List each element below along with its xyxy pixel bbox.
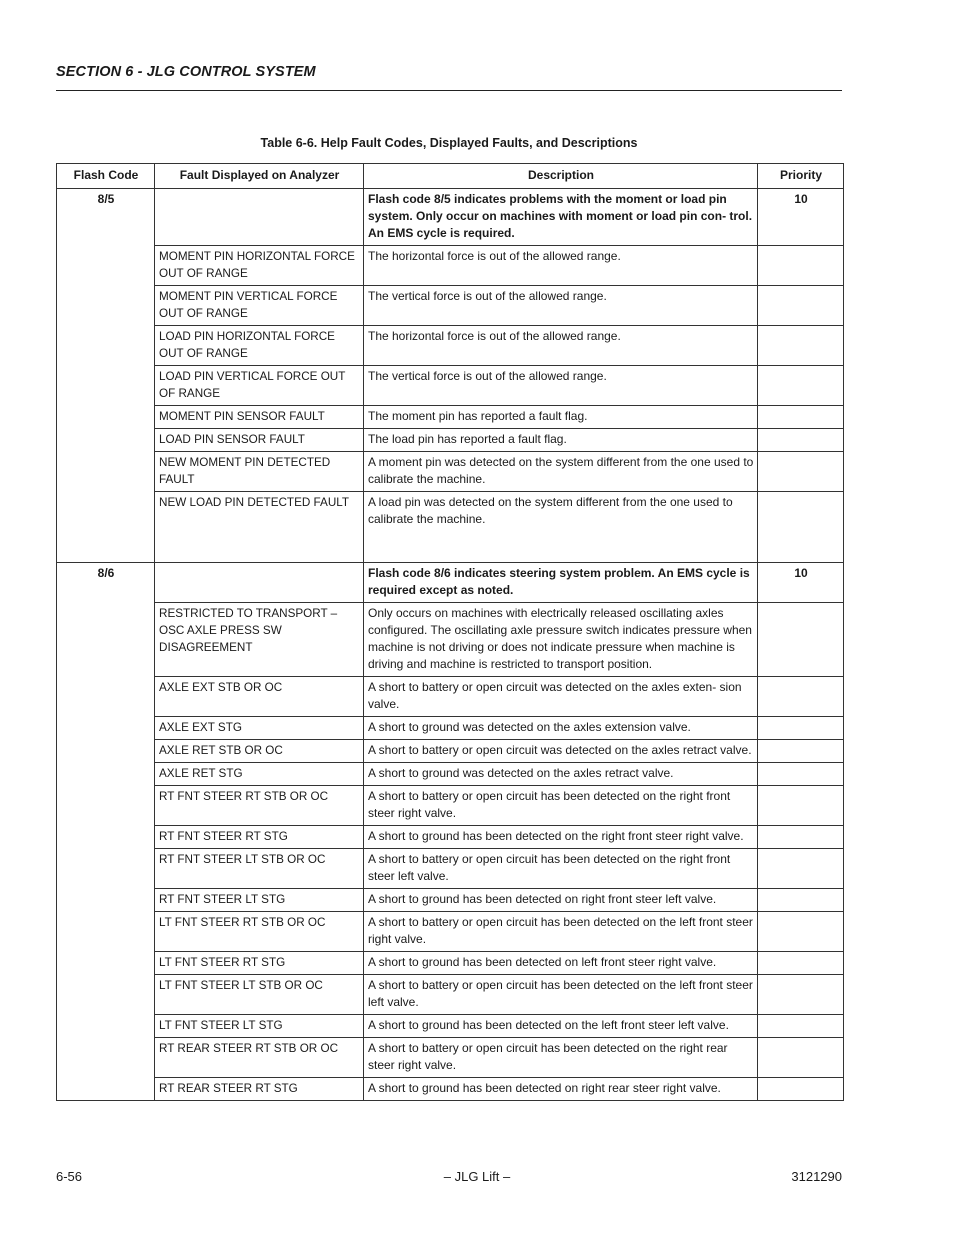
- table-row: [57, 763, 844, 786]
- fault-cell: RT FNT STEER LT STB OR OC: [155, 849, 364, 889]
- description-cell: A moment pin was detected on the system different from the one used to calibrate the machine.: [364, 452, 758, 492]
- table-row: [57, 717, 844, 740]
- description-cell: A short to ground has been detected on the left front steer left valve.: [364, 1015, 758, 1038]
- description-cell: The load pin has reported a fault flag.: [364, 429, 758, 452]
- description-cell: A short to ground was detected on the axles extension valve.: [364, 717, 758, 740]
- table-row: [57, 1038, 844, 1078]
- priority-cell: [758, 366, 844, 406]
- table-row: [57, 603, 844, 677]
- description-cell: A short to ground has been detected on right rear steer right valve.: [364, 1078, 758, 1101]
- table-row: [57, 740, 844, 763]
- table-row: [57, 563, 844, 603]
- table-row: [57, 826, 844, 849]
- description-cell: A short to ground has been detected on left front steer right valve.: [364, 952, 758, 975]
- table-row: [57, 786, 844, 826]
- description-cell: A short to ground was detected on the axles retract valve.: [364, 763, 758, 786]
- priority-cell: [758, 1038, 844, 1078]
- priority-cell: [758, 1015, 844, 1038]
- flash-code-cell: 8/6: [57, 563, 155, 1101]
- priority-cell: [758, 246, 844, 286]
- fault-cell: RT REAR STEER RT STB OR OC: [155, 1038, 364, 1078]
- table-row: [57, 952, 844, 975]
- description-cell: Only occurs on machines with electrically released oscillating axles configured. The oscillating axle pressure switch indicates pressure when machine is not driving or does not indicate pressure when machine is driving and machine is restricted to transport position.: [364, 603, 758, 677]
- priority-cell: [758, 492, 844, 563]
- description-cell: A load pin was detected on the system different from the one used to calibrate the machine.: [364, 492, 758, 563]
- section-title: SECTION 6 - JLG CONTROL SYSTEM: [56, 64, 316, 80]
- fault-cell: AXLE EXT STB OR OC: [155, 677, 364, 717]
- fault-cell: AXLE RET STB OR OC: [155, 740, 364, 763]
- priority-cell: [758, 763, 844, 786]
- fault-cell: [155, 563, 364, 603]
- fault-cell: RT FNT STEER LT STG: [155, 889, 364, 912]
- description-cell: The vertical force is out of the allowed range.: [364, 286, 758, 326]
- table-row: [57, 912, 844, 952]
- priority-cell: [758, 952, 844, 975]
- table-row: [57, 286, 844, 326]
- fault-cell: [155, 189, 364, 246]
- table-header-row: [57, 164, 844, 189]
- priority-cell: [758, 286, 844, 326]
- document-number: 3121290: [791, 1169, 842, 1184]
- priority-cell: [758, 975, 844, 1015]
- fault-cell: RT REAR STEER RT STG: [155, 1078, 364, 1101]
- flash-code-summary: Flash code 8/6 indicates steering system problem. An EMS cycle is required except as noted.: [364, 563, 758, 603]
- description-cell: A short to battery or open circuit was detected on the axles exten- sion valve.: [364, 677, 758, 717]
- fault-cell: NEW LOAD PIN DETECTED FAULT: [155, 492, 364, 563]
- table-row: [57, 889, 844, 912]
- fault-cell: LOAD PIN SENSOR FAULT: [155, 429, 364, 452]
- priority-cell: [758, 717, 844, 740]
- table-row: [57, 406, 844, 429]
- fault-cell: AXLE RET STG: [155, 763, 364, 786]
- description-cell: A short to battery or open circuit was detected on the axles retract valve.: [364, 740, 758, 763]
- table-row: [57, 366, 844, 406]
- description-cell: The moment pin has reported a fault flag.: [364, 406, 758, 429]
- description-cell: A short to ground has been detected on the right front steer right valve.: [364, 826, 758, 849]
- priority-cell: [758, 406, 844, 429]
- fault-cell: LT FNT STEER LT STB OR OC: [155, 975, 364, 1015]
- priority-cell: [758, 1078, 844, 1101]
- column-header-flash-code: Flash Code: [57, 164, 155, 189]
- flash-code-summary: Flash code 8/5 indicates problems with the moment or load pin system. Only occur on machines with moment or load pin con- trol. An EMS cycle is required.: [364, 189, 758, 246]
- table-row: [57, 1078, 844, 1101]
- description-cell: A short to battery or open circuit has been detected on the left front steer left valve.: [364, 975, 758, 1015]
- priority-cell: [758, 740, 844, 763]
- table-row: [57, 452, 844, 492]
- priority-cell: 10: [758, 189, 844, 246]
- fault-cell: RESTRICTED TO TRANSPORT – OSC AXLE PRESS SW DISAGREEMENT: [155, 603, 364, 677]
- footer-brand: – JLG Lift –: [443, 1169, 511, 1184]
- table-row: [57, 1015, 844, 1038]
- description-cell: The horizontal force is out of the allowed range.: [364, 326, 758, 366]
- fault-cell: MOMENT PIN HORIZONTAL FORCE OUT OF RANGE: [155, 246, 364, 286]
- description-cell: The vertical force is out of the allowed range.: [364, 366, 758, 406]
- fault-cell: MOMENT PIN SENSOR FAULT: [155, 406, 364, 429]
- table-row: [57, 975, 844, 1015]
- priority-cell: [758, 429, 844, 452]
- fault-cell: NEW MOMENT PIN DETECTED FAULT: [155, 452, 364, 492]
- description-cell: A short to battery or open circuit has been detected on the right front steer right valve.: [364, 786, 758, 826]
- table-row: [57, 429, 844, 452]
- table-row: [57, 492, 844, 563]
- priority-cell: [758, 326, 844, 366]
- fault-cell: LT FNT STEER RT STG: [155, 952, 364, 975]
- fault-cell: RT FNT STEER RT STB OR OC: [155, 786, 364, 826]
- priority-cell: [758, 826, 844, 849]
- column-header-description: Description: [364, 164, 758, 189]
- table-body: [57, 189, 844, 1101]
- description-cell: A short to battery or open circuit has been detected on the right front steer left valve.: [364, 849, 758, 889]
- column-header-priority: Priority: [758, 164, 844, 189]
- fault-cell: LT FNT STEER RT STB OR OC: [155, 912, 364, 952]
- table-row: [57, 246, 844, 286]
- table-row: [57, 677, 844, 717]
- table-row: [57, 326, 844, 366]
- fault-codes-table: [56, 163, 844, 1101]
- priority-cell: [758, 786, 844, 826]
- column-header-fault: Fault Displayed on Analyzer: [155, 164, 364, 189]
- fault-cell: MOMENT PIN VERTICAL FORCE OUT OF RANGE: [155, 286, 364, 326]
- description-cell: The horizontal force is out of the allowed range.: [364, 246, 758, 286]
- priority-cell: [758, 912, 844, 952]
- fault-cell: AXLE EXT STG: [155, 717, 364, 740]
- table-caption: Table 6-6. Help Fault Codes, Displayed Faults, and Descriptions: [260, 136, 638, 150]
- page-number: 6-56: [56, 1169, 83, 1184]
- fault-cell: LOAD PIN HORIZONTAL FORCE OUT OF RANGE: [155, 326, 364, 366]
- priority-cell: [758, 677, 844, 717]
- priority-cell: [758, 889, 844, 912]
- priority-cell: [758, 452, 844, 492]
- description-cell: A short to battery or open circuit has been detected on the left front steer right valve.: [364, 912, 758, 952]
- page-header: [56, 64, 842, 91]
- description-cell: A short to ground has been detected on right front steer left valve.: [364, 889, 758, 912]
- table-row: [57, 849, 844, 889]
- priority-cell: [758, 603, 844, 677]
- priority-cell: 10: [758, 563, 844, 603]
- fault-cell: RT FNT STEER RT STG: [155, 826, 364, 849]
- priority-cell: [758, 849, 844, 889]
- table-row: [57, 189, 844, 246]
- fault-cell: LOAD PIN VERTICAL FORCE OUT OF RANGE: [155, 366, 364, 406]
- flash-code-cell: 8/5: [57, 189, 155, 563]
- description-cell: A short to battery or open circuit has been detected on the right rear steer right valve.: [364, 1038, 758, 1078]
- fault-cell: LT FNT STEER LT STG: [155, 1015, 364, 1038]
